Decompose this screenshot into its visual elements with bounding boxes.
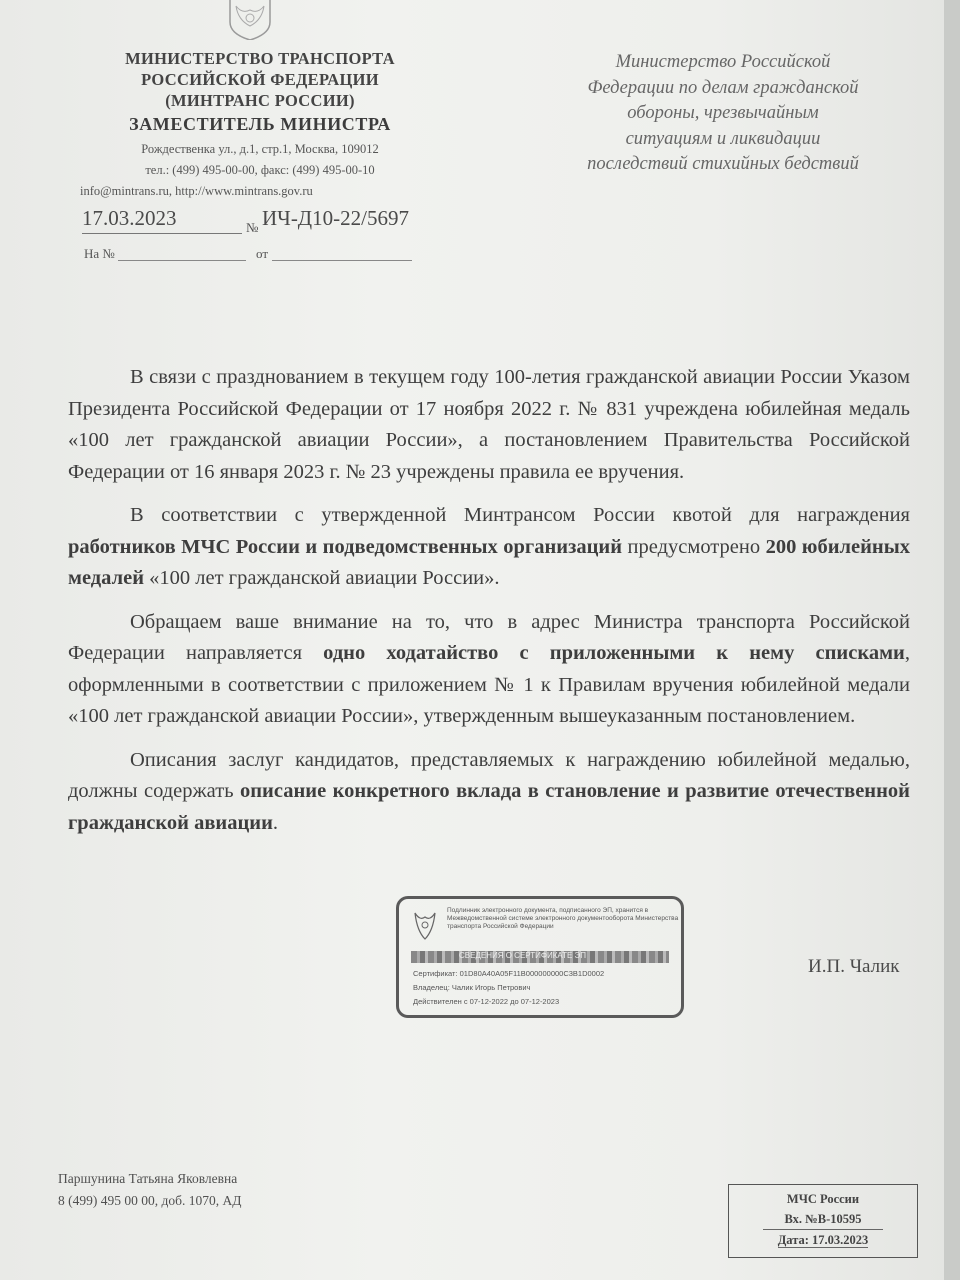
reference-date-label: от: [256, 246, 269, 261]
paragraph-3: [68, 607, 910, 733]
executor-phone: 8 (499) 495 00 00, доб. 1070, АД: [58, 1193, 242, 1208]
text-span: Описания заслуг кандидатов, представляемых к награждению юбилейной медалью, должны содержать: [68, 748, 910, 802]
sender-position: ЗАМЕСТИТЕЛЬ МИНИСТРА: [129, 114, 391, 134]
eagle-emblem-icon: [411, 909, 439, 943]
bold-span: описание конкретного вклада в становление и развитие отечественной гражданской авиации: [68, 780, 910, 834]
text-span: «100 лет гражданской авиации России».: [144, 567, 500, 589]
incoming-number: Вх. №В-10595: [763, 1209, 883, 1230]
paragraph-4: [68, 745, 910, 840]
incoming-registration-stamp: [728, 1184, 918, 1258]
signer-name: И.П. Чалик: [808, 956, 900, 977]
executor-name: Паршунина Татьяна Яковлевна: [58, 1171, 238, 1186]
letter-body: [68, 362, 910, 851]
incoming-date-text: Дата: 17.03.2023: [777, 1233, 869, 1247]
addressee-line: последствий стихийных бедствий: [587, 154, 859, 174]
sender-address: Рождественка ул., д.1, стр.1, Москва, 109012: [141, 142, 379, 156]
reference-number-blank: [118, 260, 246, 261]
coat-of-arms-icon: [222, 0, 278, 40]
reference-date-blank: [272, 260, 412, 261]
certificate-validity: Действителен с 07-12-2022 до 07-12-2023: [413, 997, 560, 1006]
sender-contacts: info@mintrans.ru, http://www.mintrans.gov.ru: [80, 184, 313, 198]
ministry-name-line: (МИНТРАНС РОССИИ): [165, 91, 355, 110]
sender-letterhead: [60, 48, 460, 201]
text-span: Обращаем ваше внимание на то, что в адрес Министра транспорта Российской Федерации направляется: [68, 610, 910, 664]
background-edge: [944, 0, 960, 1280]
incoming-date: [729, 1230, 917, 1250]
text-span: , оформленными в соответствии с приложением № 1 к Правилам вручения юбилейной медали «100 лет гражданской авиации России», утвержденным вышеуказанным постановлением.: [68, 642, 910, 727]
electronic-signature-stamp: [396, 896, 684, 1018]
ministry-name-line: МИНИСТЕРСТВО ТРАНСПОРТА: [125, 49, 395, 68]
text-span: предусмотрено: [622, 535, 766, 558]
addressee-line: Министерство Российской: [615, 52, 831, 72]
addressee-line: ситуациям и ликвидации: [625, 128, 821, 149]
outgoing-number: ИЧ-Д10-22/5697: [262, 206, 409, 230]
stamp-intro-text: Подлинник электронного документа, подписанного ЭП, хранится в Межведомственной системе электронного документооборота Министерства транспорта Российской Федерации: [447, 907, 679, 930]
paragraph-1: В связи с празднованием в текущем году 100-летия гражданской авиации России Указом Президента Российской Федерации от 17 ноября 2022 г. № 831 учреждена юбилейная медаль «100 лет гражданской авиации России», а постановлением Правительства Российской Федерации от 16 января 2023 г. № 23 учреждены правила ее вручения.: [68, 366, 910, 483]
text-span: .: [272, 811, 279, 834]
addressee: [548, 50, 898, 178]
text-span: В соответствии с утвержденной Минтрансом России квотой для награждения: [130, 504, 910, 526]
certificate-number: Сертификат: 01D80A40A05F11B000000000C3B1D0002: [413, 969, 605, 978]
bold-span: одно ходатайство с приложенными к нему списками: [323, 642, 905, 664]
reference-number-label: На №: [84, 246, 115, 261]
certificate-owner: Владелец: Чалик Игорь Петрович: [413, 983, 531, 992]
incoming-org: МЧС России: [786, 1192, 860, 1206]
bold-span: работников МЧС России и подведомственных организаций: [68, 535, 623, 558]
addressee-line: обороны, чрезвычайным: [627, 103, 819, 123]
ministry-name-line: РОССИЙСКОЙ ФЕДЕРАЦИИ: [141, 70, 379, 89]
executor-info: [58, 1168, 241, 1212]
paragraph-2: [68, 500, 910, 595]
stamp-header-label: СВЕДЕНИЯ О СЕРТИФИКАТЕ ЭП: [459, 951, 587, 960]
sender-phone-fax: тел.: (499) 495-00-00, факс: (499) 495-00-10: [145, 163, 375, 177]
addressee-line: Федерации по делам гражданской: [587, 77, 859, 98]
outgoing-date: 17.03.2023: [82, 206, 242, 234]
bold-span: 200 юбилейных медалей: [68, 535, 910, 589]
outgoing-number-label: №: [246, 220, 259, 235]
